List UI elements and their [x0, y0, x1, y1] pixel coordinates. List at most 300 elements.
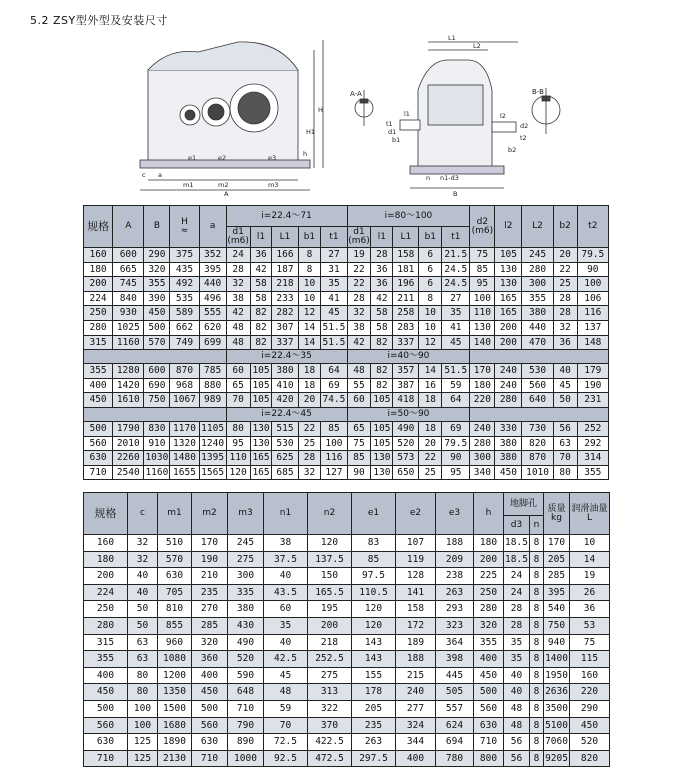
table-cell: 48 — [264, 684, 308, 701]
table-cell: 45 — [442, 335, 470, 350]
table-cell: 22 — [553, 262, 577, 277]
table-cell: 1000 — [228, 750, 264, 767]
table-cell: 35 — [504, 634, 530, 651]
svg-text:d1: d1 — [388, 128, 397, 136]
table-cell: 252.5 — [308, 651, 352, 668]
table-cell: 10 — [419, 320, 442, 335]
svg-text:h: h — [303, 150, 308, 158]
table-row — [84, 535, 610, 552]
table-cell: 335 — [228, 584, 264, 601]
svg-text:b2: b2 — [508, 146, 517, 154]
table-cell: 189 — [396, 634, 436, 651]
svg-text:d2: d2 — [520, 122, 529, 130]
table-row — [84, 335, 609, 350]
table-cell: 1950 — [544, 667, 570, 684]
table-cell: 240 — [396, 684, 436, 701]
table-cell: 20 — [553, 248, 577, 263]
table-cell: 90 — [577, 262, 608, 277]
col-A: A — [113, 206, 144, 248]
table-cell: 69 — [442, 421, 470, 436]
table-cell: 32 — [298, 465, 321, 480]
table-cell: 38 — [264, 535, 308, 552]
table-cell: 172 — [396, 617, 436, 634]
table-cell: 95 — [226, 436, 250, 451]
table-cell: 18 — [419, 393, 442, 408]
table-cell: 179 — [577, 364, 608, 379]
table-cell: 24 — [504, 568, 530, 585]
table-row — [84, 320, 609, 335]
table-cell: 380 — [228, 601, 264, 618]
svg-text:l2: l2 — [500, 112, 506, 120]
table-cell: 40 — [128, 568, 158, 585]
table-cell: 1400 — [544, 651, 570, 668]
table-cell: 14 — [419, 364, 442, 379]
table-cell: 250 — [474, 584, 504, 601]
svg-text:A: A — [224, 190, 229, 198]
table-cell: 2540 — [113, 465, 144, 480]
table-cell: 820 — [570, 750, 610, 767]
table-cell: 160 — [570, 667, 610, 684]
table-cell: 21.5 — [442, 248, 470, 263]
table-cell: 32 — [226, 277, 250, 292]
table-cell: 8 — [298, 248, 321, 263]
table-cell: 280 — [470, 436, 495, 451]
table-cell: 730 — [522, 421, 553, 436]
svg-text:H1: H1 — [306, 128, 316, 136]
table-cell: 56 — [553, 421, 577, 436]
table-cell: 1565 — [199, 465, 226, 480]
table-cell: 50 — [128, 601, 158, 618]
table-cell: 297.5 — [352, 750, 396, 767]
table-cell: 422.5 — [308, 734, 352, 751]
table-cell: 450 — [144, 306, 170, 321]
svg-text:L2: L2 — [473, 42, 481, 50]
table-cell: 56 — [504, 734, 530, 751]
table-cell: 690 — [144, 378, 170, 393]
table-cell: 355 — [84, 651, 128, 668]
table-cell: 263 — [352, 734, 396, 751]
table-cell: 1080 — [158, 651, 192, 668]
table-cell: 560 — [84, 717, 128, 734]
table-cell: 380 — [495, 436, 522, 451]
table-cell: 60 — [347, 393, 371, 408]
table-cell: 1790 — [113, 421, 144, 436]
table-cell: 314 — [577, 451, 608, 466]
table-row — [84, 634, 610, 651]
table-cell: 1350 — [158, 684, 192, 701]
table-cell: 22 — [298, 421, 321, 436]
table-cell: 320 — [192, 634, 228, 651]
table-cell: 890 — [228, 734, 264, 751]
table-cell: 315 — [84, 634, 128, 651]
table-cell: 2636 — [544, 684, 570, 701]
table-cell: 699 — [199, 335, 226, 350]
table-cell: 400 — [84, 378, 113, 393]
svg-text:m1: m1 — [183, 181, 194, 189]
table-cell: 225 — [474, 568, 504, 585]
svg-text:e1: e1 — [188, 154, 197, 162]
table-cell: 188 — [436, 535, 474, 552]
table-cell: 705 — [158, 584, 192, 601]
table-cell: 400 — [192, 667, 228, 684]
table-cell: 530 — [272, 436, 298, 451]
table-cell: 195 — [308, 601, 352, 618]
table-cell: 450 — [570, 717, 610, 734]
table-cell: 137.5 — [308, 551, 352, 568]
table-cell: 58 — [371, 306, 393, 321]
table-cell: 82 — [371, 378, 393, 393]
table-cell: 205 — [544, 551, 570, 568]
table-cell: 285 — [192, 617, 228, 634]
table-cell: 24 — [226, 248, 250, 263]
table-cell: 190 — [192, 551, 228, 568]
table-cell: 137 — [577, 320, 608, 335]
col-L1: L1 — [393, 227, 419, 248]
table-cell: 1480 — [170, 451, 199, 466]
table-cell: 42 — [347, 335, 371, 350]
col-spec: 规格 — [84, 493, 128, 535]
table-cell: 8 — [530, 617, 544, 634]
svg-text:n: n — [426, 174, 431, 182]
table-cell: 210 — [192, 568, 228, 585]
table-cell: 48 — [504, 700, 530, 717]
table-cell: 280 — [474, 601, 504, 618]
table-cell: 42.5 — [264, 651, 308, 668]
table-cell: 224 — [84, 291, 113, 306]
table-cell: 16 — [419, 378, 442, 393]
table-row — [84, 421, 609, 436]
col-t1: t1 — [442, 227, 470, 248]
installation-table — [83, 492, 610, 767]
table-cell: 14 — [298, 320, 321, 335]
table-cell: 180 — [84, 551, 128, 568]
table-cell: 120 — [352, 617, 396, 634]
table-cell: 85 — [470, 262, 495, 277]
table-cell: 445 — [436, 667, 474, 684]
table-cell: 48 — [226, 320, 250, 335]
table-cell: 570 — [158, 551, 192, 568]
table-cell: 224 — [84, 584, 128, 601]
table-cell: 40 — [504, 684, 530, 701]
col-t1: t1 — [321, 227, 347, 248]
table-cell: 630 — [158, 568, 192, 585]
table-cell: 430 — [228, 617, 264, 634]
svg-text:H: H — [318, 106, 323, 114]
table-cell: 115 — [570, 651, 610, 668]
table-cell: 45 — [321, 306, 347, 321]
table-cell: 355 — [144, 277, 170, 292]
col-spec: 规格 — [84, 206, 113, 248]
table-cell: 130 — [495, 277, 522, 292]
table-cell: 600 — [113, 248, 144, 263]
table-cell: 235 — [352, 717, 396, 734]
table-cell: 870 — [522, 451, 553, 466]
table-cell: 38 — [226, 291, 250, 306]
table-cell: 128 — [396, 568, 436, 585]
table-cell: 245 — [522, 248, 553, 263]
table-cell: 116 — [321, 451, 347, 466]
table-cell: 42 — [250, 262, 272, 277]
table-cell: 1067 — [170, 393, 199, 408]
table-cell: 1680 — [158, 717, 192, 734]
table-cell: 282 — [272, 306, 298, 321]
table-cell: 240 — [495, 364, 522, 379]
table-cell: 300 — [522, 277, 553, 292]
table-cell: 830 — [144, 421, 170, 436]
table-cell: 141 — [396, 584, 436, 601]
table-cell: 285 — [544, 568, 570, 585]
table-cell: 450 — [474, 667, 504, 684]
table-cell: 82 — [250, 306, 272, 321]
svg-text:n1-d3: n1-d3 — [440, 174, 459, 182]
table-cell: 105 — [250, 364, 272, 379]
table-cell: 360 — [192, 651, 228, 668]
table-cell: 85 — [321, 421, 347, 436]
col-d3: d3 — [504, 516, 530, 535]
table-cell: 410 — [272, 378, 298, 393]
table-cell: 170 — [192, 535, 228, 552]
table-cell: 22 — [347, 262, 371, 277]
table-cell: 63 — [553, 436, 577, 451]
table-cell: 80 — [226, 421, 250, 436]
table-cell: 8 — [530, 700, 544, 717]
table-cell: 178 — [352, 684, 396, 701]
table-cell: 25 — [298, 436, 321, 451]
col-n1: n1 — [264, 493, 308, 535]
table-cell: 180 — [474, 535, 504, 552]
table-cell: 640 — [522, 393, 553, 408]
table-cell: 92.5 — [264, 750, 308, 767]
table-cell: 620 — [199, 320, 226, 335]
svg-text:a: a — [158, 171, 162, 179]
table-cell: 2010 — [113, 436, 144, 451]
table-cell: 252 — [577, 421, 608, 436]
table-cell: 340 — [470, 465, 495, 480]
table-cell: 80 — [128, 667, 158, 684]
table-cell: 330 — [495, 421, 522, 436]
table-cell: 28 — [298, 451, 321, 466]
table-cell: 45 — [553, 378, 577, 393]
table-cell: 25 — [419, 465, 442, 480]
col-c: c — [128, 493, 158, 535]
table-cell: 320 — [144, 262, 170, 277]
table-cell: 280 — [522, 262, 553, 277]
table-cell: 170 — [544, 535, 570, 552]
col-b1: b1 — [419, 227, 442, 248]
table-cell: 820 — [522, 436, 553, 451]
table-cell: 100 — [577, 277, 608, 292]
table-cell: 51.5 — [321, 320, 347, 335]
table-cell: 56 — [504, 750, 530, 767]
table-cell: 100 — [128, 700, 158, 717]
table-cell: 69 — [321, 378, 347, 393]
table-cell: 2260 — [113, 451, 144, 466]
table-cell: 32 — [553, 320, 577, 335]
table-cell: 370 — [308, 717, 352, 734]
table-cell: 238 — [436, 568, 474, 585]
table-cell: 307 — [272, 320, 298, 335]
table-cell: 630 — [84, 451, 113, 466]
table-cell: 510 — [158, 535, 192, 552]
table-cell: 8 — [530, 734, 544, 751]
table-cell: 1890 — [158, 734, 192, 751]
table-cell: 105 — [371, 393, 393, 408]
table-cell: 555 — [199, 306, 226, 321]
table-cell: 590 — [228, 667, 264, 684]
table-cell: 48 — [504, 717, 530, 734]
table-row — [84, 262, 609, 277]
ratio-separator: i=22.4～35 i=40～90 — [84, 350, 609, 364]
table-cell: 48 — [226, 335, 250, 350]
col-m3: m3 — [228, 493, 264, 535]
table-cell: 780 — [436, 750, 474, 767]
svg-text:t1: t1 — [386, 120, 393, 128]
table-cell: 357 — [393, 364, 419, 379]
table-cell: 560 — [522, 378, 553, 393]
table-cell: 398 — [436, 651, 474, 668]
svg-text:e3: e3 — [268, 154, 277, 162]
svg-text:m2: m2 — [218, 181, 229, 189]
svg-text:B: B — [453, 190, 458, 198]
table-cell: 14 — [298, 335, 321, 350]
table-cell: 24.5 — [442, 277, 470, 292]
table-cell: 82 — [250, 320, 272, 335]
table-cell: 19 — [347, 248, 371, 263]
table-cell: 18 — [298, 364, 321, 379]
table-cell: 35 — [442, 306, 470, 321]
table-cell: 55 — [347, 378, 371, 393]
table-cell: 589 — [170, 306, 199, 321]
table-cell: 10 — [298, 291, 321, 306]
table-cell: 38 — [347, 320, 371, 335]
table-cell: 40 — [504, 667, 530, 684]
table-cell: 105 — [371, 421, 393, 436]
table-cell: 41 — [442, 320, 470, 335]
table-cell: 472.5 — [308, 750, 352, 767]
table-cell: 27 — [442, 291, 470, 306]
table-cell: 685 — [272, 465, 298, 480]
table-cell: 450 — [192, 684, 228, 701]
col-h: h — [474, 493, 504, 535]
table-cell: 1025 — [113, 320, 144, 335]
table-cell: 8 — [530, 750, 544, 767]
table-row — [84, 568, 610, 585]
table-cell: 344 — [396, 734, 436, 751]
table-cell: 8 — [530, 551, 544, 568]
ratio-group-2: i=80～100 — [347, 206, 470, 227]
table-cell: 352 — [199, 248, 226, 263]
table-cell: 45 — [264, 667, 308, 684]
table-row — [84, 378, 609, 393]
table-cell: 375 — [170, 248, 199, 263]
table-cell: 36 — [371, 277, 393, 292]
table-cell: 1395 — [199, 451, 226, 466]
table-cell: 28 — [226, 262, 250, 277]
table-cell: 337 — [393, 335, 419, 350]
col-L1: L1 — [272, 227, 298, 248]
table-cell: 28 — [504, 617, 530, 634]
table-cell: 1610 — [113, 393, 144, 408]
table-cell: 293 — [436, 601, 474, 618]
table-cell: 196 — [393, 277, 419, 292]
table-cell: 143 — [352, 651, 396, 668]
table-cell: 5100 — [544, 717, 570, 734]
table-cell: 155 — [352, 667, 396, 684]
table-cell: 24.5 — [442, 262, 470, 277]
table-cell: 8 — [530, 634, 544, 651]
table-cell: 110 — [470, 306, 495, 321]
table-cell: 355 — [84, 364, 113, 379]
table-cell: 810 — [158, 601, 192, 618]
table-cell: 165 — [495, 306, 522, 321]
table-cell: 48 — [347, 364, 371, 379]
table-cell: 420 — [272, 393, 298, 408]
table-cell: 496 — [199, 291, 226, 306]
table-cell: 80 — [128, 684, 158, 701]
table-cell: 500 — [84, 700, 128, 717]
table-cell: 313 — [308, 684, 352, 701]
dimension-table — [83, 205, 609, 480]
svg-text:L1: L1 — [448, 34, 456, 42]
col-b1: b1 — [298, 227, 321, 248]
col-B: B — [144, 206, 170, 248]
table-cell: 323 — [436, 617, 474, 634]
col-e2: e2 — [396, 493, 436, 535]
table-cell: 82 — [371, 335, 393, 350]
svg-text:l1: l1 — [404, 110, 410, 118]
table-cell: 395 — [199, 262, 226, 277]
table-cell: 2130 — [158, 750, 192, 767]
table-cell: 570 — [144, 335, 170, 350]
table-cell: 53 — [570, 617, 610, 634]
table-cell: 70 — [226, 393, 250, 408]
table-cell: 82 — [371, 364, 393, 379]
table-row — [84, 465, 609, 480]
table-cell: 270 — [192, 601, 228, 618]
table-cell: 8 — [530, 684, 544, 701]
table-cell: 292 — [577, 436, 608, 451]
table-cell: 58 — [371, 320, 393, 335]
table-cell: 119 — [396, 551, 436, 568]
table-cell: 51.5 — [442, 364, 470, 379]
table-cell: 500 — [84, 421, 113, 436]
table-cell: 36 — [570, 601, 610, 618]
table-row — [84, 277, 609, 292]
table-cell: 530 — [522, 364, 553, 379]
table-cell: 280 — [495, 393, 522, 408]
table-cell: 20 — [298, 393, 321, 408]
table-cell: 158 — [393, 248, 419, 263]
table-cell: 95 — [470, 277, 495, 292]
table-cell: 18 — [298, 378, 321, 393]
table-cell: 880 — [199, 378, 226, 393]
table-cell: 840 — [113, 291, 144, 306]
table-row — [84, 667, 610, 684]
table-cell: 8 — [530, 535, 544, 552]
table-cell: 490 — [393, 421, 419, 436]
table-cell: 520 — [570, 734, 610, 751]
table-cell: 160 — [84, 248, 113, 263]
table-cell: 6 — [419, 248, 442, 263]
table-cell: 130 — [470, 320, 495, 335]
table-cell: 450 — [84, 393, 113, 408]
table-cell: 870 — [170, 364, 199, 379]
table-cell: 400 — [474, 651, 504, 668]
col-mass: 质量 kg — [544, 493, 570, 535]
table-cell: 125 — [128, 750, 158, 767]
table-cell: 650 — [393, 465, 419, 480]
table-cell: 324 — [396, 717, 436, 734]
